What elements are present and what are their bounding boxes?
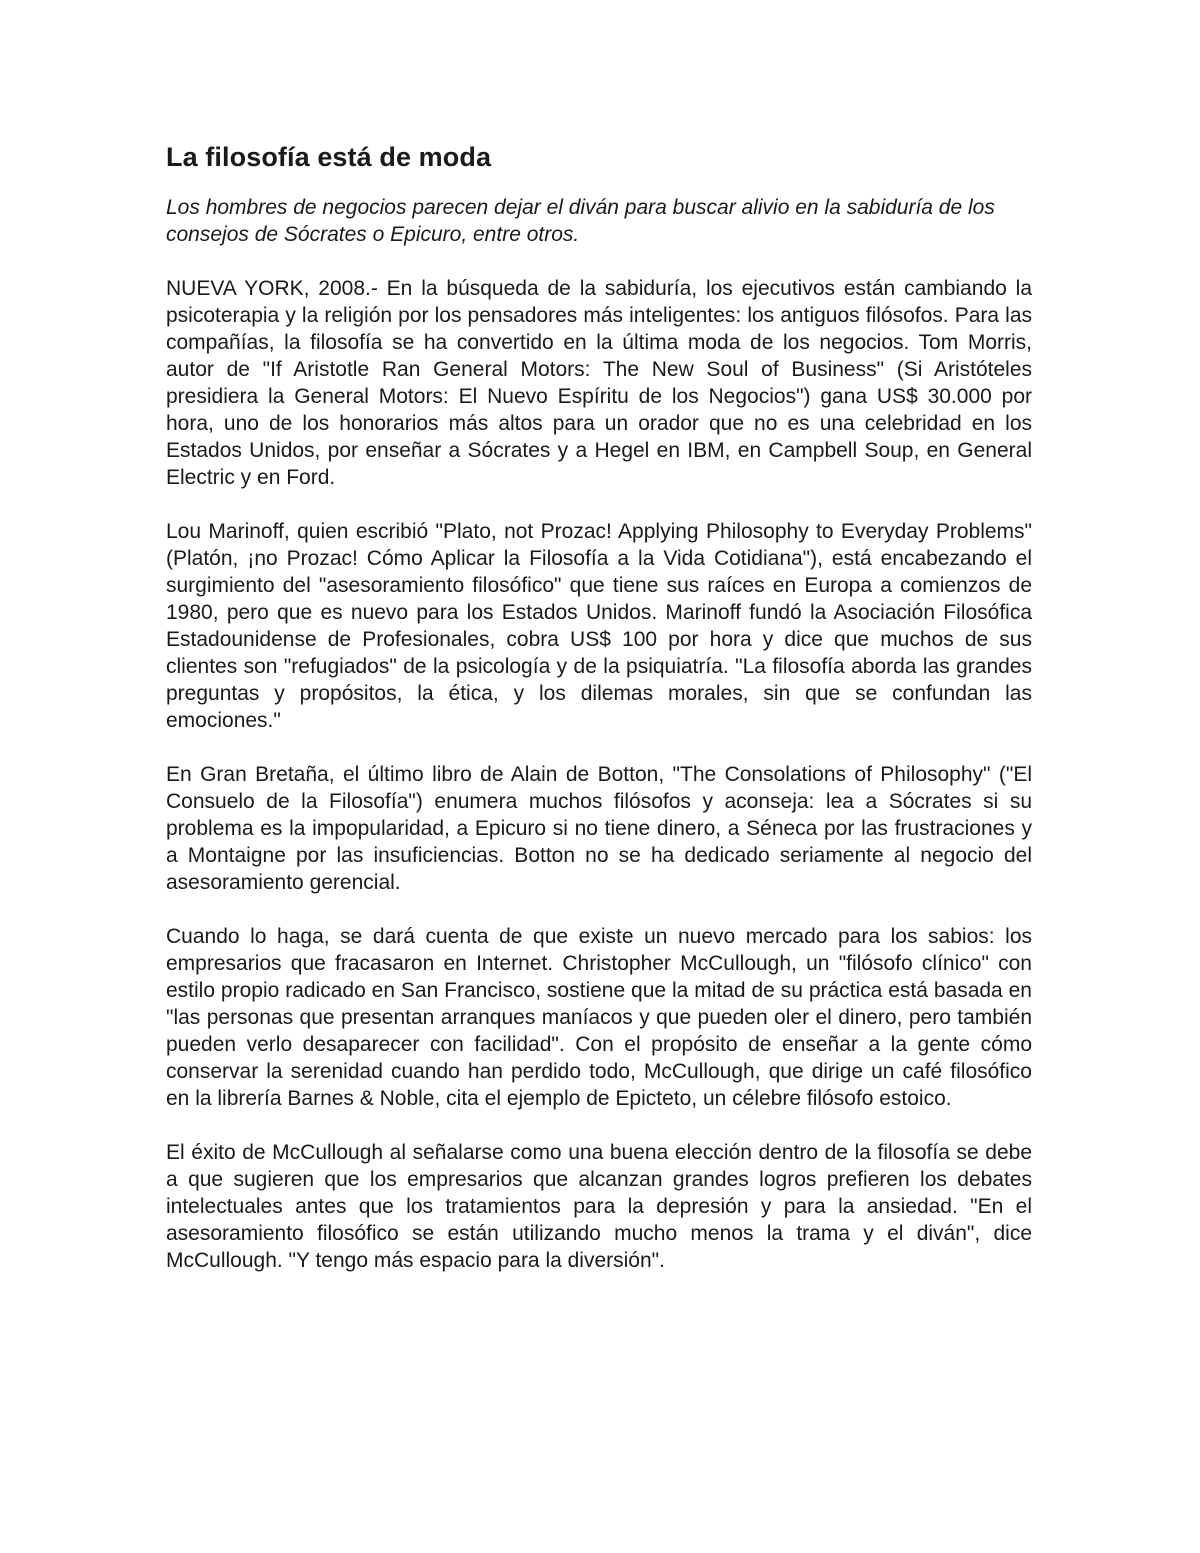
- article-body: [166, 138, 1032, 1301]
- paragraph-nueva-york: NUEVA YORK, 2008.- En la búsqueda de la sabiduría, los ejecutivos están cambiando la psicoterapia y la religión por los pensadores más inteligentes: los antiguos filósofos. Para las compañías, la filosofía se ha convertido en la última moda de los negocios. Tom Morris, autor de "If Aristotle Ran General Motors: The New Soul of Business" (Si Aristóteles presidiera la General Motors: El Nuevo Espíritu de los Negocios") gana US$ 30.000 por hora, uno de los honorarios más altos para un orador que no es una celebridad en los Estados Unidos, por enseñar a Sócrates y a Hegel en IBM, en Campbell Soup, en General Electric y en Ford.: [166, 277, 1032, 489]
- article-subtitle: Los hombres de negocios parecen dejar el diván para buscar alivio en la sabiduría de los consejos de Sócrates o Epicuro, entre otros.: [166, 196, 995, 246]
- paragraph-de-botton: En Gran Bretaña, el último libro de Alain de Botton, "The Consolations of Philosophy" ("El Consuelo de la Filosofía") enumera muchos filósofos y aconseja: lea a Sócrates si su problema es la impopularidad, a Epicuro si no tiene dinero, a Séneca por las frustraciones y a Montaigne por las insuficiencias. Botton no se ha dedicado seriamente al negocio del asesoramiento gerencial.: [166, 763, 1032, 894]
- paragraph-marinoff: Lou Marinoff, quien escribió "Plato, not Prozac! Applying Philosophy to Everyday Problems" (Platón, ¡no Prozac! Cómo Aplicar la Filosofía a la Vida Cotidiana"), está encabezando el surgimiento del "asesoramiento filosófico" que tiene sus raíces en Europa a comienzos de 1980, pero que es nuevo para los Estados Unidos. Marinoff fundó la Asociación Filosófica Estadounidense de Profesionales, cobra US$ 100 por hora y dice que muchos de sus clientes son "refugiados" de la psicología y de la psiquiatría. "La filosofía aborda las grandes preguntas y propósitos, la ética, y los dilemas morales, sin que se confundan las emociones.": [166, 520, 1032, 732]
- paragraph-conclusion: El éxito de McCullough al señalarse como una buena elección dentro de la filosofía se debe a que sugieren que los empresarios que alcanzan grandes logros prefieren los debates intelectuales antes que los tratamientos para la depresión y para la ansiedad. "En el asesoramiento filosófico se están utilizando mucho menos la trama y el diván", dice McCullough. "Y tengo más espacio para la diversión".: [166, 1141, 1032, 1272]
- article-title: La filosofía está de moda: [166, 142, 492, 172]
- paragraph-mccullough: Cuando lo haga, se dará cuenta de que existe un nuevo mercado para los sabios: los empresarios que fracasaron en Internet. Christopher McCullough, un "filósofo clínico" con estilo propio radicado en San Francisco, sostiene que la mitad de su práctica está basada en "las personas que presentan arranques maníacos y que pueden oler el dinero, pero también pueden verlo desaparecer con facilidad". Con el propósito de enseñar a la gente cómo conservar la serenidad cuando han perdido todo, McCullough, que dirige un café filosófico en la librería Barnes & Noble, cita el ejemplo de Epicteto, un célebre filósofo estoico.: [166, 925, 1032, 1110]
